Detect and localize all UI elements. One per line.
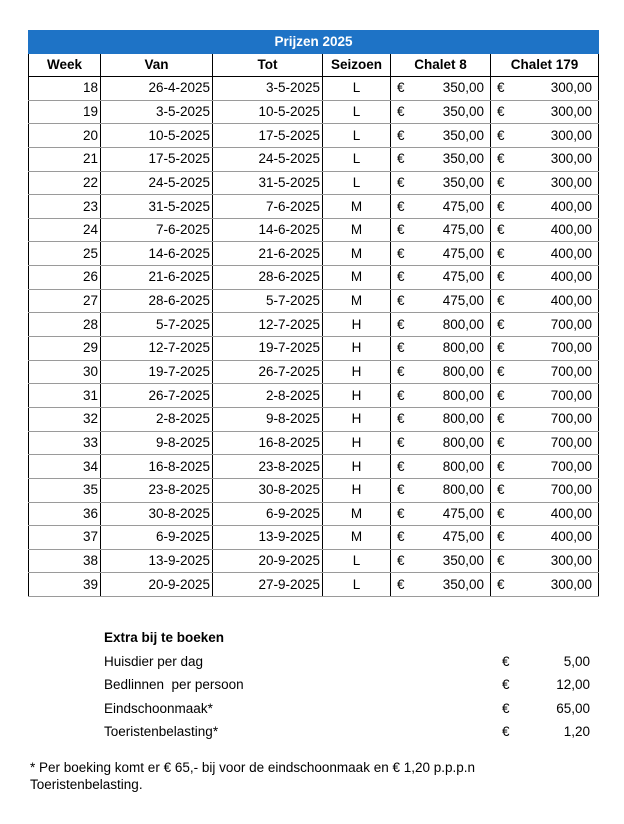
table-row [29,384,599,408]
cell-van: 17-5-2025 [101,147,213,171]
cell-seizoen: L [323,573,391,597]
cell-chalet-8-price: 475,00 [412,218,491,242]
cell-chalet-8-price: 475,00 [412,266,491,290]
extras-item-label: Eindschoonmaak* [104,700,213,716]
cell-seizoen: M [323,218,391,242]
cell-chalet-179-price: 700,00 [512,337,599,361]
cell-currency: € [491,313,512,337]
cell-chalet-8-price: 800,00 [412,431,491,455]
cell-currency: € [391,502,412,526]
cell-currency: € [491,384,512,408]
cell-chalet-179-price: 400,00 [512,266,599,290]
cell-seizoen: L [323,124,391,148]
cell-currency: € [391,289,412,313]
cell-van: 26-7-2025 [101,384,213,408]
cell-tot: 28-6-2025 [213,266,323,290]
extras-item [104,697,594,721]
cell-tot: 23-8-2025 [213,455,323,479]
cell-chalet-179-price: 300,00 [512,77,599,101]
extras-item-currency: € [502,724,510,739]
table-row [29,289,599,313]
cell-chalet-179-price: 700,00 [512,431,599,455]
cell-tot: 14-6-2025 [213,218,323,242]
cell-currency: € [391,455,412,479]
cell-chalet-179-price: 700,00 [512,384,599,408]
cell-seizoen: H [323,313,391,337]
cell-seizoen: M [323,526,391,550]
cell-currency: € [491,100,512,124]
cell-currency: € [391,549,412,573]
cell-currency: € [391,384,412,408]
cell-currency: € [391,313,412,337]
cell-seizoen: H [323,337,391,361]
cell-seizoen: H [323,455,391,479]
cell-week: 27 [29,289,101,313]
cell-week: 37 [29,526,101,550]
cell-tot: 6-9-2025 [213,502,323,526]
cell-currency: € [491,289,512,313]
cell-chalet-8-price: 800,00 [412,384,491,408]
cell-chalet-179-price: 300,00 [512,147,599,171]
cell-van: 2-8-2025 [101,407,213,431]
cell-tot: 21-6-2025 [213,242,323,266]
cell-seizoen: M [323,502,391,526]
cell-seizoen: M [323,289,391,313]
extras-item-label: Toeristenbelasting* [104,724,219,739]
extras-item-label: Bedlinnen per persoon [104,677,244,692]
table-row [29,573,599,597]
cell-van: 23-8-2025 [101,478,213,502]
table-row [29,337,599,361]
cell-seizoen: M [323,242,391,266]
table-row [29,455,599,479]
table-row [29,100,599,124]
cell-chalet-8-price: 350,00 [412,549,491,573]
cell-van: 12-7-2025 [101,337,213,361]
extras-item-currency: € [502,677,510,692]
cell-currency: € [391,478,412,502]
cell-currency: € [391,77,412,101]
cell-tot: 24-5-2025 [213,147,323,171]
cell-van: 6-9-2025 [101,526,213,550]
cell-van: 7-6-2025 [101,218,213,242]
cell-chalet-179-price: 400,00 [512,242,599,266]
cell-tot: 26-7-2025 [213,360,323,384]
cell-week: 20 [29,124,101,148]
cell-chalet-8-price: 800,00 [412,313,491,337]
cell-currency: € [491,77,512,101]
cell-week: 19 [29,100,101,124]
cell-chalet-8-price: 475,00 [412,526,491,550]
cell-chalet-8-price: 800,00 [412,360,491,384]
cell-currency: € [391,147,412,171]
cell-week: 18 [29,77,101,101]
extras-item-value: 65,00 [556,700,590,716]
cell-week: 30 [29,360,101,384]
cell-seizoen: L [323,549,391,573]
cell-currency: € [491,455,512,479]
footnote: * Per boeking komt er € 65,- bij voor de eindschoonmaak en € 1,20 p.p.p.n Toeristenbelasting. [30,760,476,792]
cell-seizoen: H [323,360,391,384]
cell-chalet-179-price: 400,00 [512,218,599,242]
cell-week: 36 [29,502,101,526]
cell-chalet-179-price: 700,00 [512,313,599,337]
cell-week: 22 [29,171,101,195]
cell-currency: € [391,266,412,290]
extras-item-value: 12,00 [556,677,590,692]
cell-currency: € [391,337,412,361]
cell-chalet-8-price: 350,00 [412,124,491,148]
cell-currency: € [491,502,512,526]
cell-currency: € [391,171,412,195]
cell-currency: € [491,526,512,550]
cell-currency: € [491,478,512,502]
header-week: Week [29,54,101,77]
cell-week: 32 [29,407,101,431]
table-row [29,549,599,573]
table-row [29,266,599,290]
cell-currency: € [391,526,412,550]
cell-chalet-8-price: 800,00 [412,337,491,361]
header-chalet-179: Chalet 179 [491,54,599,77]
cell-chalet-179-price: 300,00 [512,573,599,597]
cell-seizoen: M [323,266,391,290]
cell-van: 31-5-2025 [101,195,213,219]
cell-chalet-179-price: 300,00 [512,124,599,148]
cell-chalet-8-price: 800,00 [412,455,491,479]
cell-chalet-8-price: 475,00 [412,502,491,526]
cell-seizoen: H [323,478,391,502]
cell-tot: 20-9-2025 [213,549,323,573]
extras-item [104,673,594,697]
cell-currency: € [391,218,412,242]
extras-item-value: 5,00 [563,653,590,669]
cell-seizoen: H [323,431,391,455]
extras-item-label: Huisdier per dag [104,653,204,669]
table-row [29,502,599,526]
cell-chalet-179-price: 700,00 [512,407,599,431]
cell-van: 9-8-2025 [101,431,213,455]
cell-currency: € [491,407,512,431]
cell-currency: € [391,360,412,384]
cell-van: 28-6-2025 [101,289,213,313]
cell-van: 21-6-2025 [101,266,213,290]
cell-week: 31 [29,384,101,408]
header-seizoen: Seizoen [323,54,391,77]
cell-currency: € [491,266,512,290]
cell-currency: € [391,431,412,455]
cell-tot: 10-5-2025 [213,100,323,124]
table-row [29,526,599,550]
cell-week: 33 [29,431,101,455]
cell-van: 16-8-2025 [101,455,213,479]
cell-tot: 9-8-2025 [213,407,323,431]
cell-chalet-8-price: 800,00 [412,478,491,502]
cell-currency: € [491,147,512,171]
cell-week: 35 [29,478,101,502]
cell-van: 5-7-2025 [101,313,213,337]
table-row [29,478,599,502]
table-row [29,218,599,242]
cell-seizoen: L [323,171,391,195]
cell-week: 21 [29,147,101,171]
extras-item-currency: € [502,700,510,716]
cell-van: 24-5-2025 [101,171,213,195]
cell-chalet-8-price: 350,00 [412,77,491,101]
header-tot: Tot [213,54,323,77]
cell-week: 23 [29,195,101,219]
cell-van: 3-5-2025 [101,100,213,124]
cell-van: 10-5-2025 [101,124,213,148]
cell-tot: 17-5-2025 [213,124,323,148]
cell-week: 34 [29,455,101,479]
cell-currency: € [491,171,512,195]
cell-currency: € [491,242,512,266]
cell-chalet-8-price: 350,00 [412,100,491,124]
cell-week: 24 [29,218,101,242]
table-row [29,124,599,148]
table-row [29,360,599,384]
cell-week: 28 [29,313,101,337]
cell-van: 26-4-2025 [101,77,213,101]
cell-chalet-8-price: 350,00 [412,147,491,171]
price-table [28,30,599,597]
cell-currency: € [491,549,512,573]
cell-currency: € [391,124,412,148]
cell-seizoen: L [323,77,391,101]
cell-currency: € [491,195,512,219]
cell-van: 30-8-2025 [101,502,213,526]
cell-currency: € [391,242,412,266]
cell-currency: € [491,218,512,242]
cell-week: 39 [29,573,101,597]
cell-chalet-8-price: 475,00 [412,289,491,313]
cell-week: 25 [29,242,101,266]
cell-seizoen: L [323,147,391,171]
cell-chalet-8-price: 800,00 [412,407,491,431]
table-row [29,77,599,101]
cell-chalet-179-price: 400,00 [512,502,599,526]
cell-chalet-8-price: 350,00 [412,171,491,195]
cell-tot: 5-7-2025 [213,289,323,313]
cell-van: 19-7-2025 [101,360,213,384]
cell-tot: 13-9-2025 [213,526,323,550]
cell-seizoen: H [323,384,391,408]
cell-currency: € [391,195,412,219]
extras-item [104,650,594,674]
cell-chalet-179-price: 300,00 [512,549,599,573]
cell-chalet-8-price: 475,00 [412,195,491,219]
cell-chalet-8-price: 475,00 [412,242,491,266]
cell-week: 38 [29,549,101,573]
cell-van: 20-9-2025 [101,573,213,597]
table-title: Prijzen 2025 [29,31,599,54]
cell-chalet-179-price: 700,00 [512,478,599,502]
table-row [29,147,599,171]
table-row [29,431,599,455]
cell-chalet-179-price: 700,00 [512,455,599,479]
cell-currency: € [491,360,512,384]
cell-tot: 31-5-2025 [213,171,323,195]
cell-chalet-179-price: 300,00 [512,100,599,124]
extras-title: Extra bij te boeken [104,630,225,645]
extras-list [104,650,594,744]
cell-tot: 12-7-2025 [213,313,323,337]
cell-seizoen: M [323,195,391,219]
cell-week: 26 [29,266,101,290]
cell-currency: € [391,407,412,431]
cell-van: 14-6-2025 [101,242,213,266]
table-row [29,195,599,219]
header-chalet-8: Chalet 8 [391,54,491,77]
cell-tot: 3-5-2025 [213,77,323,101]
cell-chalet-179-price: 700,00 [512,360,599,384]
header-van: Van [101,54,213,77]
table-body [29,77,599,597]
cell-chalet-179-price: 400,00 [512,195,599,219]
cell-chalet-8-price: 350,00 [412,573,491,597]
extras-item [104,720,594,744]
cell-tot: 27-9-2025 [213,573,323,597]
cell-tot: 7-6-2025 [213,195,323,219]
cell-tot: 2-8-2025 [213,384,323,408]
cell-currency: € [491,124,512,148]
table-row [29,407,599,431]
cell-chalet-179-price: 400,00 [512,289,599,313]
cell-seizoen: H [323,407,391,431]
extras-item-value: 1,20 [563,724,590,739]
cell-week: 29 [29,337,101,361]
cell-chalet-179-price: 300,00 [512,171,599,195]
table-row [29,171,599,195]
extras-section [104,626,594,744]
cell-currency: € [391,573,412,597]
cell-chalet-179-price: 400,00 [512,526,599,550]
cell-tot: 30-8-2025 [213,478,323,502]
cell-van: 13-9-2025 [101,549,213,573]
cell-tot: 16-8-2025 [213,431,323,455]
cell-currency: € [491,431,512,455]
cell-currency: € [391,100,412,124]
cell-currency: € [491,337,512,361]
cell-currency: € [491,573,512,597]
table-row [29,313,599,337]
table-row [29,242,599,266]
cell-seizoen: L [323,100,391,124]
cell-tot: 19-7-2025 [213,337,323,361]
extras-item-currency: € [502,653,510,669]
